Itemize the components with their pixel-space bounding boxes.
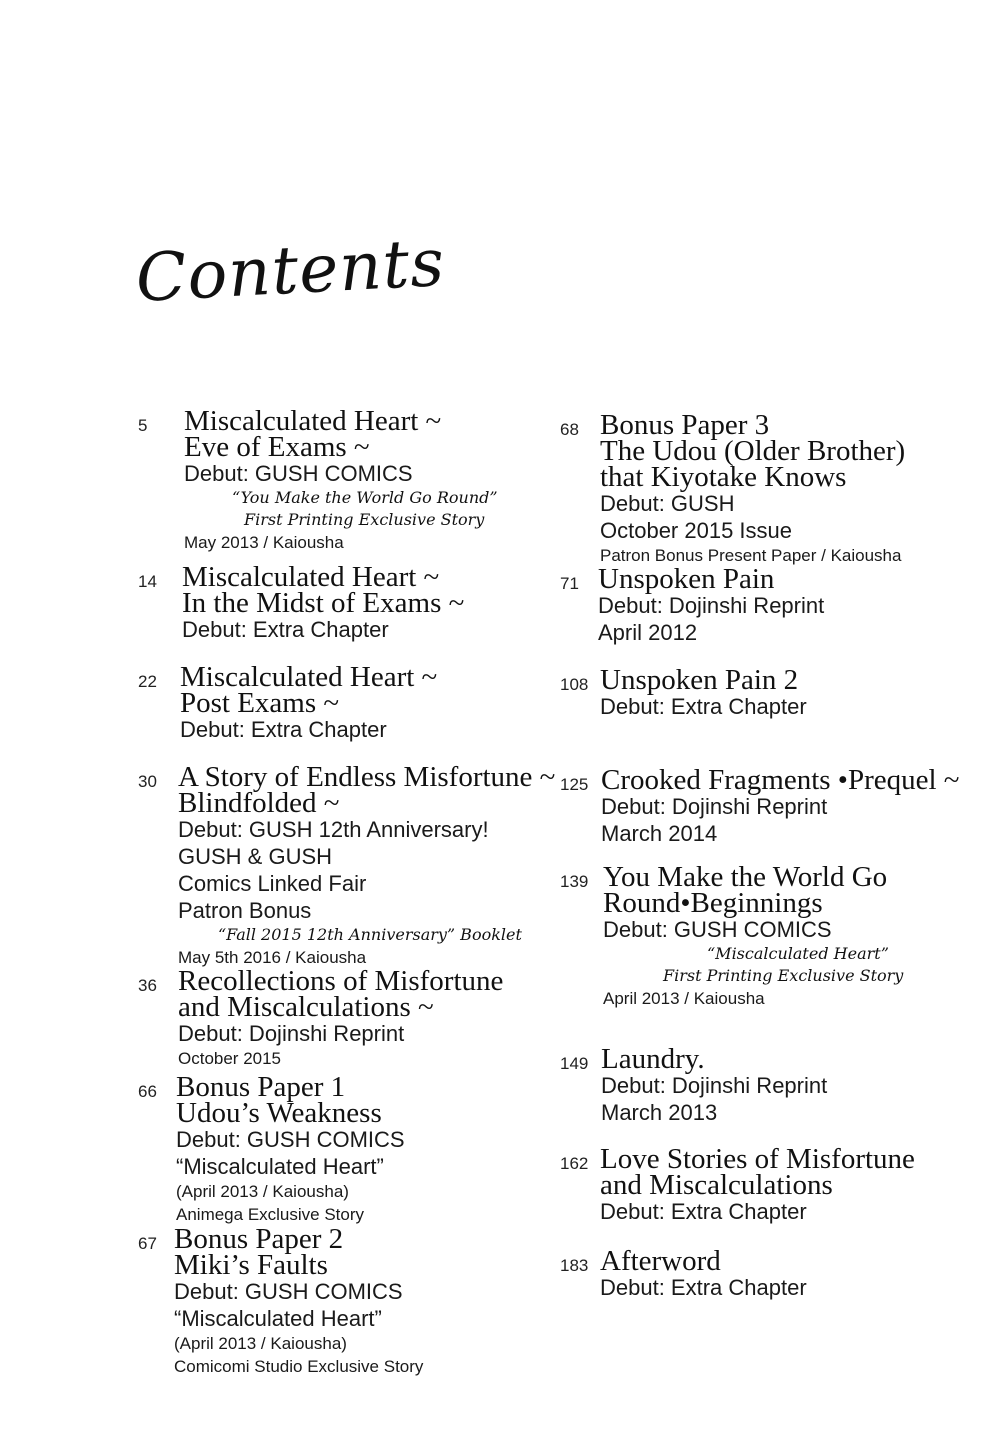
chapter-title: Post Exams ~ [180, 687, 340, 719]
page-number: 71 [560, 574, 579, 593]
debut-info: March 2014 [601, 821, 718, 846]
debut-info: Debut: GUSH COMICS [174, 1279, 403, 1304]
chapter-title: Recollections of Misfortune [178, 965, 504, 997]
page-number: 30 [138, 772, 157, 791]
debut-info: March 2013 [601, 1100, 718, 1125]
chapter-title: A Story of Endless Misfortune ~ [178, 761, 556, 793]
toc-entry[interactable] [560, 764, 960, 847]
toc-entry[interactable] [560, 861, 904, 1010]
publication-note: April 2013 / Kaiousha [603, 989, 765, 1008]
debut-info: Comics Linked Fair [178, 871, 367, 896]
toc-entry[interactable] [560, 1245, 807, 1301]
debut-info: Debut: GUSH COMICS [176, 1127, 405, 1152]
chapter-title: Round•Beginnings [603, 887, 823, 919]
chapter-title: Udou’s Weakness [176, 1097, 382, 1129]
script-note: First Printing Exclusive Story [244, 510, 485, 529]
page-number: 139 [560, 872, 589, 891]
debut-info: Debut: GUSH COMICS [603, 917, 832, 942]
page-number: 67 [138, 1234, 157, 1253]
chapter-title: Miscalculated Heart ~ [184, 405, 442, 437]
debut-info: Debut: GUSH 12th Anniversary! [178, 817, 489, 842]
debut-info: Debut: Extra Chapter [600, 1275, 807, 1300]
debut-info: Debut: Extra Chapter [600, 694, 807, 719]
chapter-title: Crooked Fragments •Prequel ~ [601, 764, 960, 796]
publication-note: Animega Exclusive Story [176, 1205, 365, 1224]
debut-info: October 2015 Issue [600, 518, 793, 543]
chapter-title: Bonus Paper 2 [174, 1223, 344, 1255]
page-number: 125 [560, 775, 589, 794]
chapter-title: You Make the World Go [603, 861, 888, 893]
toc-entry[interactable] [560, 1143, 915, 1225]
publication-note: Comicomi Studio Exclusive Story [174, 1357, 424, 1376]
page-number: 68 [560, 420, 579, 439]
chapter-title: that Kiyotake Knows [600, 461, 847, 493]
page-number: 108 [560, 675, 589, 694]
chapter-title: The Udou (Older Brother) [600, 435, 906, 467]
chapter-title: Unspoken Pain [598, 563, 775, 595]
page-number: 22 [138, 672, 157, 691]
debut-info: Patron Bonus [178, 898, 312, 923]
chapter-title: Miscalculated Heart ~ [180, 661, 438, 693]
chapter-title: In the Midst of Exams ~ [182, 587, 465, 619]
debut-info: April 2012 [598, 620, 698, 645]
script-note: “Fall 2015 12th Anniversary” Booklet [218, 925, 522, 944]
publication-note: May 5th 2016 / Kaiousha [178, 948, 367, 967]
publication-note: Patron Bonus Present Paper / Kaiousha [600, 546, 902, 565]
chapter-title: Miscalculated Heart ~ [182, 561, 440, 593]
debut-info: Debut: Dojinshi Reprint [601, 794, 828, 819]
page-number: 36 [138, 976, 157, 995]
debut-info: Debut: GUSH COMICS [184, 461, 413, 486]
debut-info: Debut: Extra Chapter [600, 1199, 807, 1224]
publication-note: (April 2013 / Kaiousha) [176, 1182, 349, 1201]
chapter-title: Laundry. [601, 1043, 705, 1075]
debut-info: Debut: Extra Chapter [182, 617, 389, 642]
contents-heading: Contents [133, 223, 447, 317]
chapter-title: Love Stories of Misfortune [600, 1143, 915, 1175]
page-number: 66 [138, 1082, 157, 1101]
publication-note: (April 2013 / Kaiousha) [174, 1334, 347, 1353]
debut-info: Debut: Dojinshi Reprint [601, 1073, 828, 1098]
debut-info: Debut: Dojinshi Reprint [178, 1021, 405, 1046]
toc-entry[interactable] [560, 1043, 828, 1126]
chapter-title: Miki’s Faults [174, 1249, 328, 1281]
page-number: 5 [138, 416, 148, 435]
chapter-title: Unspoken Pain 2 [600, 664, 799, 696]
script-note: “You Make the World Go Round” [232, 488, 498, 507]
debut-info: Debut: Dojinshi Reprint [598, 593, 825, 618]
chapter-title: and Miscalculations [600, 1169, 833, 1201]
chapter-title: Bonus Paper 3 [600, 409, 770, 441]
toc-entry[interactable] [560, 563, 825, 646]
chapter-title: Eve of Exams ~ [184, 431, 370, 463]
page-number: 162 [560, 1154, 589, 1173]
page-number: 183 [560, 1256, 589, 1275]
page-number: 149 [560, 1054, 589, 1073]
debut-info: “Miscalculated Heart” [176, 1154, 384, 1179]
toc-entry[interactable] [560, 409, 906, 567]
debut-info: Debut: Extra Chapter [180, 717, 387, 742]
chapter-title: and Miscalculations ~ [178, 991, 434, 1023]
debut-info: Debut: GUSH [600, 491, 735, 516]
publication-note: October 2015 [178, 1049, 282, 1068]
toc-entry[interactable] [560, 664, 807, 720]
script-note: “Miscalculated Heart” [707, 944, 889, 963]
page-number: 14 [138, 572, 157, 591]
chapter-title: Blindfolded ~ [178, 787, 340, 819]
publication-note: May 2013 / Kaiousha [184, 533, 344, 552]
chapter-title: Bonus Paper 1 [176, 1071, 346, 1103]
script-note: First Printing Exclusive Story [663, 966, 904, 985]
debut-info: “Miscalculated Heart” [174, 1306, 382, 1331]
chapter-title: Afterword [600, 1245, 721, 1277]
debut-info: GUSH & GUSH [178, 844, 333, 869]
